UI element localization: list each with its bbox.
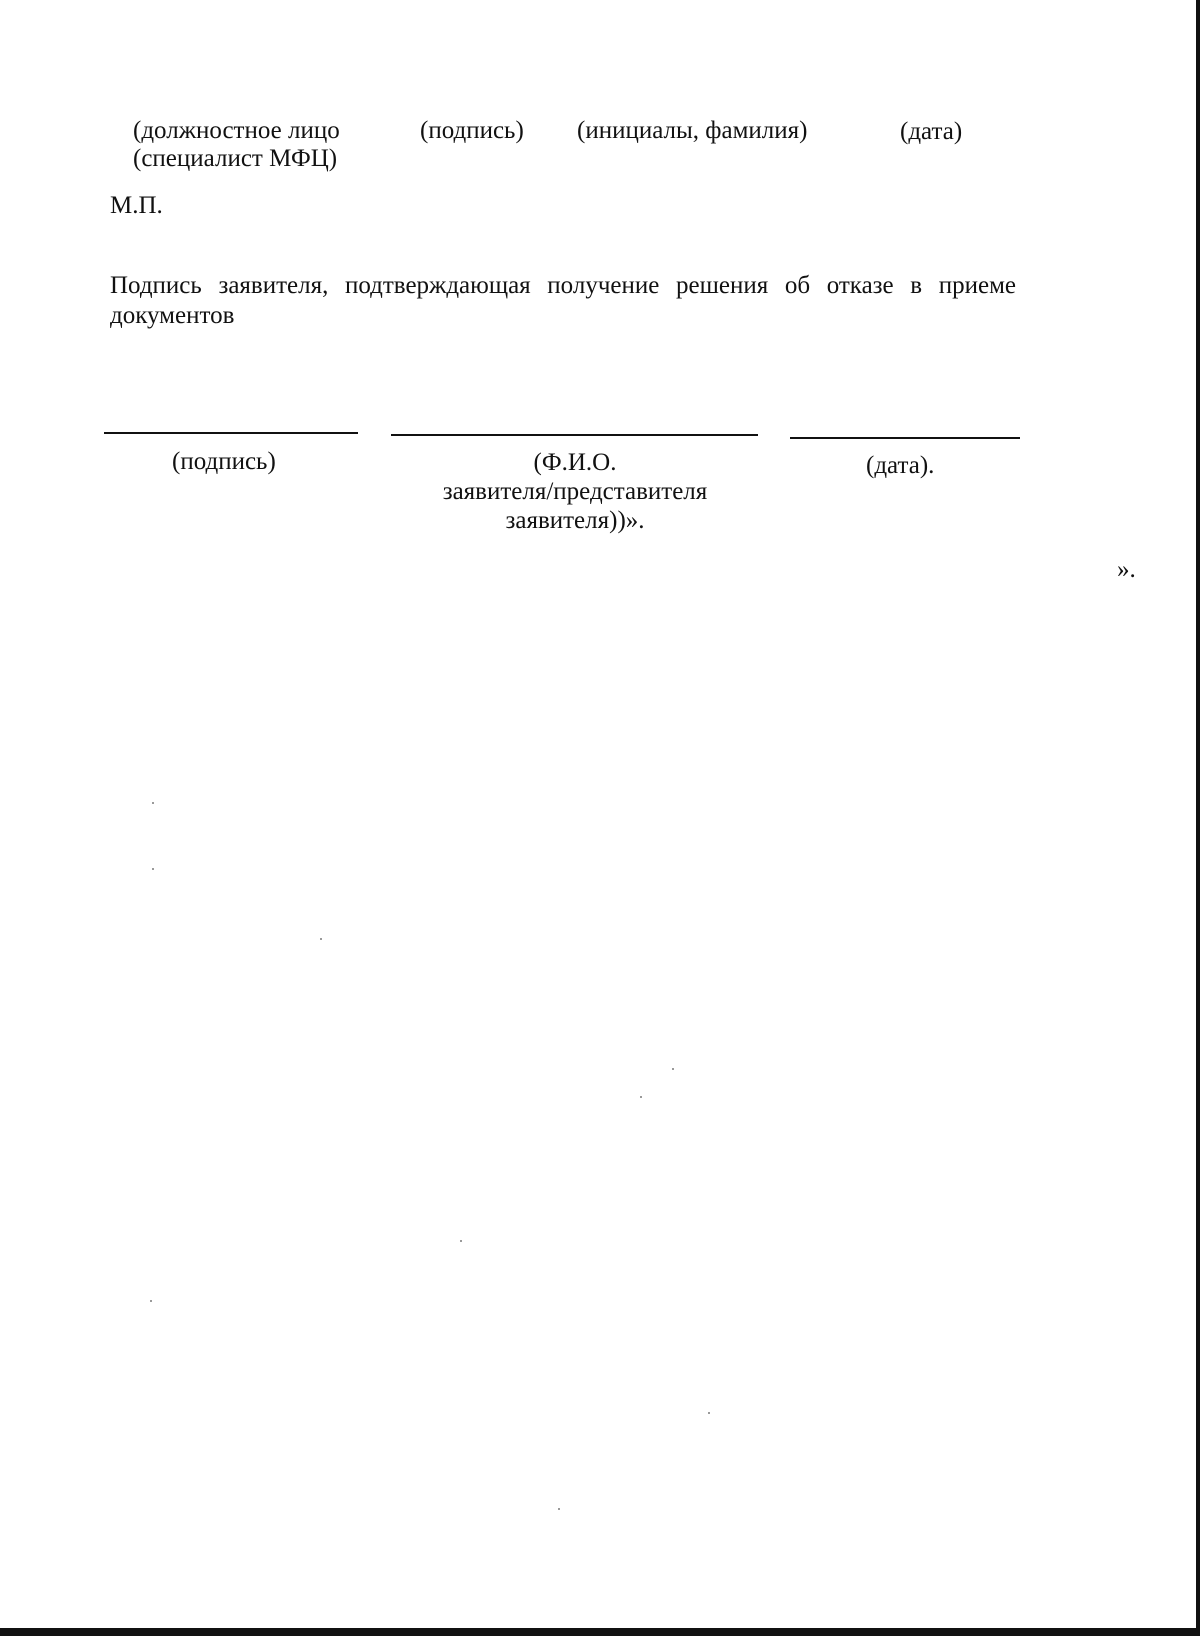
scan-speck — [152, 868, 154, 870]
applicant-signature-line — [104, 432, 358, 434]
official-signature-label: (подпись) — [420, 117, 524, 144]
official-initials-label: (инициалы, фамилия) — [577, 117, 808, 144]
official-date-label: (дата) — [900, 118, 963, 145]
applicant-statement: Подпись заявителя, подтверждающая получение решения об отказе в приеме документов — [110, 272, 1016, 329]
applicant-name-label-line1: (Ф.И.О. — [533, 449, 617, 476]
scan-speck — [152, 802, 154, 804]
scan-bottom-edge — [0, 1628, 1200, 1636]
official-position-label-line1: (должностное лицо — [133, 117, 340, 144]
applicant-name-label-line3: заявителя))». — [505, 507, 645, 534]
closing-quote: ». — [1117, 556, 1136, 583]
applicant-name-label-line2: заявителя/представителя — [442, 478, 708, 505]
scan-speck — [708, 1412, 710, 1414]
scan-speck — [150, 1300, 152, 1302]
scan-speck — [320, 938, 322, 940]
official-position-label-line2: (специалист МФЦ) — [133, 145, 338, 172]
applicant-date-label: (дата). — [866, 452, 935, 479]
scan-speck — [460, 1240, 462, 1242]
applicant-name-line — [391, 434, 758, 436]
scan-right-edge — [1196, 0, 1200, 1636]
scan-speck — [672, 1068, 674, 1070]
applicant-signature-label: (подпись) — [172, 448, 276, 475]
scan-speck — [640, 1096, 642, 1098]
stamp-place-label: М.П. — [110, 192, 163, 219]
applicant-date-line — [790, 437, 1020, 439]
scan-speck — [558, 1508, 560, 1510]
